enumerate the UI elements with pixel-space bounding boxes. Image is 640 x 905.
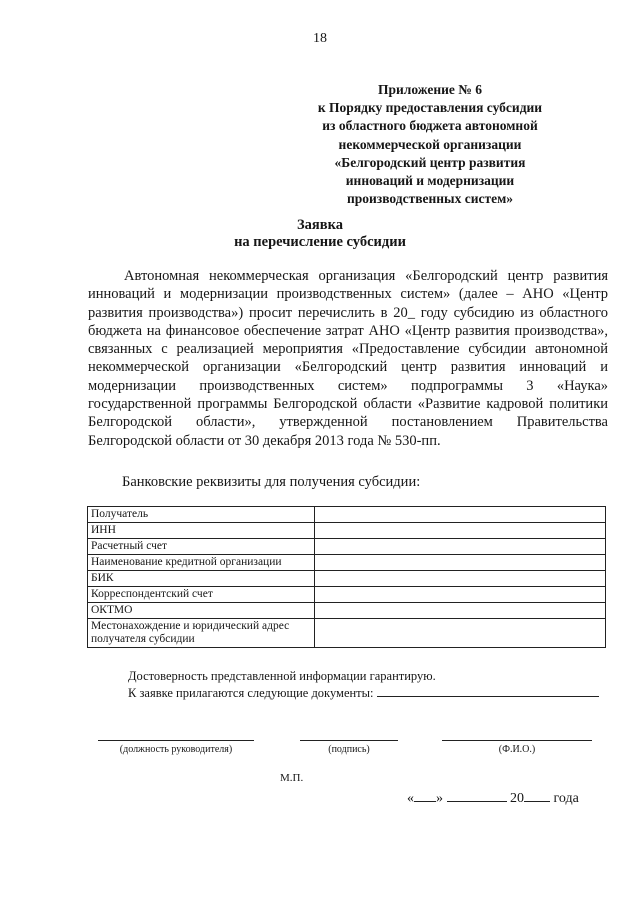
row-label: Наименование кредитной организации <box>88 555 315 571</box>
row-value[interactable] <box>315 603 606 619</box>
row-value[interactable] <box>315 507 606 523</box>
page-number: 18 <box>313 31 327 46</box>
appendix-line: инноваций и модернизации <box>345 173 515 189</box>
row-value[interactable] <box>315 587 606 603</box>
appendix-line: Приложение № 6 <box>378 82 482 97</box>
appendix-line: к Порядку предоставления субсидии <box>317 100 543 116</box>
attachments-line <box>128 684 599 701</box>
title-line-1: Заявка <box>297 217 343 233</box>
signature-caption: (подпись) <box>328 744 370 755</box>
stamp-label: М.П. <box>280 772 304 784</box>
table-row <box>88 619 606 648</box>
appendix-line: производственных систем» <box>346 191 514 207</box>
table-row <box>88 587 606 603</box>
table-row <box>88 507 606 523</box>
row-value[interactable] <box>315 571 606 587</box>
documents-label: К заявке прилагаются следующие документы: <box>128 686 374 700</box>
row-value[interactable] <box>315 555 606 571</box>
year-blank[interactable] <box>524 789 550 802</box>
row-label: ОКТМО <box>88 603 315 619</box>
row-label: Расчетный счет <box>88 539 315 555</box>
body-paragraph-block <box>88 267 608 450</box>
row-label: БИК <box>88 571 315 587</box>
body-paragraph: Автономная некоммерческая организация «Белгородский центр развития инноваций и модернизации производственных систем» (далее – АНО «Центр развития производства») просит перечислить в 20_ году субсидию из областного бюджета на финансовое обеспечение затрат АНО «Центр развития производства», связанных с реализацией мероприятия «Предоставление субсидии автономной некоммерческой организации «Белгородский центр развития инноваций и модернизации производственных систем» подпрограммы 3 «Наука» государственной программы Белгородской области «Развитие кадровой политики Белгородской области», утвержденной постановлением Правительства Белгородской области от 30 декабря 2013 года № 530-пп. <box>88 268 608 449</box>
table-row <box>88 571 606 587</box>
position-caption: (должность руководителя) <box>119 744 233 755</box>
confirmation-text: Достоверность представленной информации гарантирую. <box>128 669 436 683</box>
table-row <box>88 603 606 619</box>
bank-details-table <box>87 506 606 648</box>
documents-blank-line[interactable] <box>377 684 599 697</box>
table-row <box>88 555 606 571</box>
appendix-line: из областного бюджета автономной <box>322 118 538 134</box>
signature-line[interactable] <box>300 740 398 741</box>
appendix-header <box>270 81 590 208</box>
day-blank[interactable] <box>414 789 436 802</box>
row-value[interactable] <box>315 523 606 539</box>
table-row <box>88 539 606 555</box>
row-label: Получатель <box>88 507 315 523</box>
row-label: Корреспондентский счет <box>88 587 315 603</box>
bank-details-title: Банковские реквизиты для получения субсидии: <box>122 474 421 490</box>
open-quote: « <box>407 791 414 806</box>
name-caption: (Ф.И.О.) <box>498 744 536 755</box>
row-label: Местонахождение и юридический адрес получателя субсидии <box>88 619 315 648</box>
title-line-2: на перечисление субсидии <box>234 234 406 250</box>
month-blank[interactable] <box>447 789 507 802</box>
confirmation-block <box>128 668 599 701</box>
date-line <box>407 789 579 807</box>
row-label: ИНН <box>88 523 315 539</box>
year-prefix: 20 <box>510 791 524 806</box>
document-title <box>0 217 640 251</box>
position-signature-line[interactable] <box>98 740 254 741</box>
row-value[interactable] <box>315 619 606 648</box>
year-suffix: года <box>553 791 579 806</box>
table-row <box>88 523 606 539</box>
close-quote: » <box>436 791 443 806</box>
appendix-line: некоммерческой организации <box>338 136 522 152</box>
appendix-line: «Белгородский центр развития <box>334 154 526 170</box>
name-signature-line[interactable] <box>442 740 592 741</box>
row-value[interactable] <box>315 539 606 555</box>
